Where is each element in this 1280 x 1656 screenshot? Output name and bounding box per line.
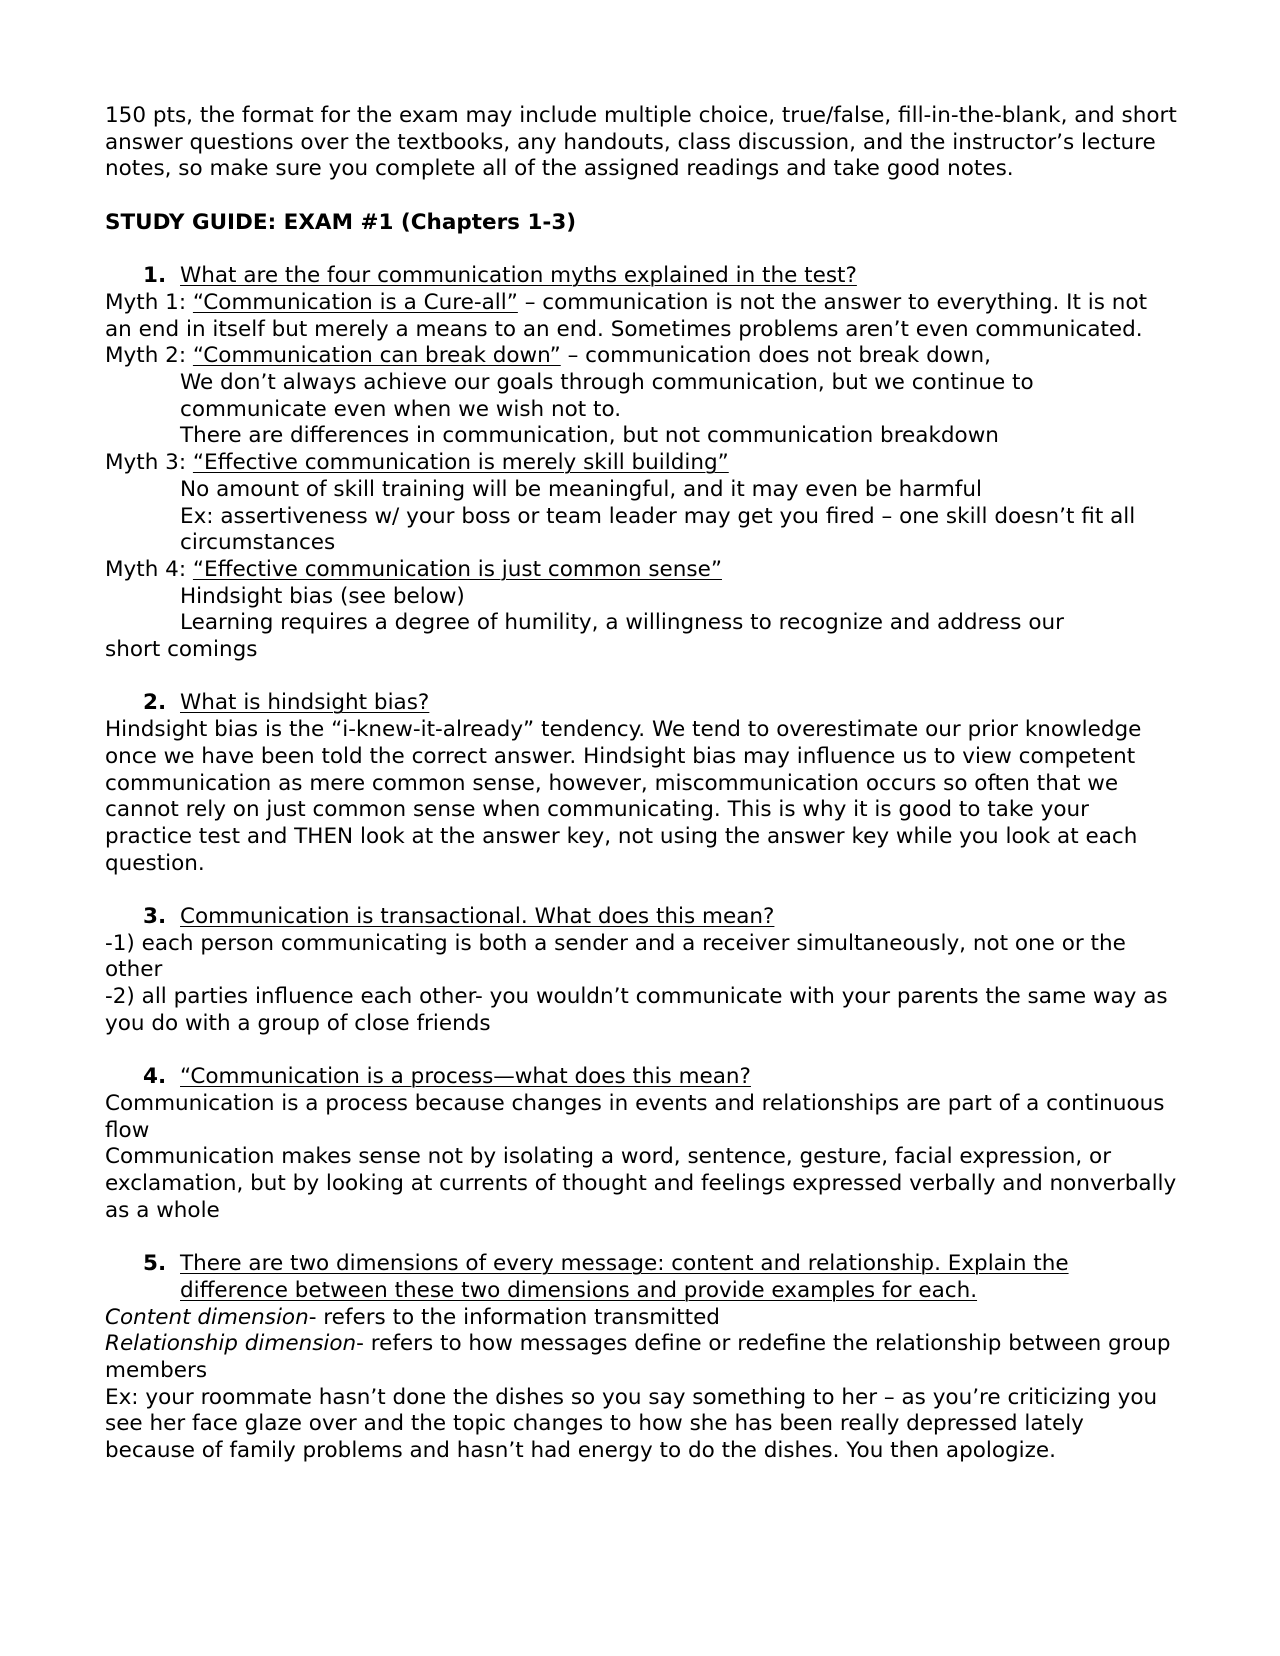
myth-2-detail-1: We don’t always achieve our goals through communication, but we continue to communicate even when we wish not to. (180, 370, 1034, 422)
myth-1 (105, 290, 1180, 343)
study-guide-heading: STUDY GUIDE: EXAM #1 (Chapters 1-3) (105, 209, 577, 235)
answer-point-1: -1) each person communicating is both a sender and a receiver simultaneously, not one or the other (105, 930, 1126, 983)
spacer (105, 237, 1180, 264)
document-page (105, 103, 1180, 1465)
myth-label: Myth 2: (105, 343, 193, 369)
myth-4-detail-1: Hindsight bias (see below) (180, 583, 465, 609)
term: Content dimension (105, 1304, 309, 1330)
question-number: 3. (143, 904, 167, 930)
question-text: What are the four communication myths explained in the test? (180, 263, 857, 289)
question-number: 2. (143, 690, 167, 716)
question-text: Communication is transactional. What does this mean? (180, 904, 775, 930)
spacer (105, 1224, 1180, 1251)
question-1 (105, 263, 1180, 290)
question-text: “Communication is a process—what does this mean? (180, 1064, 751, 1090)
spacer (105, 664, 1180, 691)
definition: - refers to how messages define or redefine the relationship between group members (105, 1331, 1171, 1383)
myth-text: – communication is not the answer to everything. It is not an end in itself but merely a means to an end. Sometimes problems aren’t even communicated. (105, 289, 1147, 342)
myth-4-detail-3: short comings (105, 637, 258, 663)
myth-title: “Communication can break down” (192, 343, 561, 369)
answer-paragraph: Hindsight bias is the “i-knew-it-already” tendency. We tend to overestimate our prior knowledge once we have been told the correct answer. Hindsight bias may influence us to view competent communication as mere common sense, however, miscommunication occurs so often that we cannot rely on just common sense when communicating. This is why it is good to take your practice test and THEN look at the answer key, not using the answer key while you look at each question. (105, 717, 1142, 876)
myth-title: “Communication is a Cure-all” (192, 289, 518, 315)
spacer (105, 1038, 1180, 1065)
myth-3 (105, 450, 1180, 477)
answer-paragraph-1: Communication is a process because changes in events and relationships are part of a continuous flow (105, 1090, 1165, 1143)
myth-label: Myth 3: (105, 450, 193, 476)
myth-text: – communication does not break down, (560, 343, 991, 369)
question-number: 1. (143, 263, 167, 289)
question-2 (105, 690, 1180, 717)
myth-label: Myth 4: (105, 556, 193, 582)
myth-3-detail-1: No amount of skill training will be meaningful, and it may even be harmful (180, 476, 982, 502)
relationship-dimension-definition (105, 1331, 1180, 1384)
question-3 (105, 904, 1180, 931)
myth-2-detail-2: There are differences in communication, but not communication breakdown (180, 423, 999, 449)
myth-label: Myth 1: (105, 289, 193, 315)
example-paragraph: Ex: your roommate hasn’t done the dishes so you say something to her – as you’re criticizing you see her face glaze over and the topic changes to how she has been really depressed lately because of family problems and hasn’t had energy to do the dishes. You then apologize. (105, 1384, 1158, 1464)
spacer (105, 877, 1180, 904)
question-number: 5. (143, 1251, 167, 1277)
myth-title: “Effective communication is just common sense” (192, 556, 722, 582)
question-4 (105, 1064, 1180, 1091)
intro-paragraph: 150 pts, the format for the exam may include multiple choice, true/false, fill-in-the-blank, and short answer questions over the textbooks, any handouts, class discussion, and the instructor’s lecture notes, so make sure you complete all of the assigned readings and take good notes. (105, 103, 1177, 182)
definition: - refers to the information transmitted (308, 1304, 720, 1330)
myth-4-detail-2: Learning requires a degree of humility, a willingness to recognize and address our (180, 610, 1064, 636)
myth-4 (105, 557, 1180, 584)
question-text: There are two dimensions of every message: content and relationship. Explain the difference between these two dimensions and provide examples for each. (180, 1251, 1069, 1303)
question-text: What is hindsight bias? (180, 690, 430, 716)
answer-point-2: -2) all parties influence each other- you wouldn’t communicate with your parents the same way as you do with a group of close friends (105, 984, 1168, 1036)
myth-2 (105, 343, 1180, 370)
answer-paragraph-2: Communication makes sense not by isolating a word, sentence, gesture, facial expression, or exclamation, but by looking at currents of thought and feelings expressed verbally and nonverbally as a whole (105, 1144, 1177, 1223)
term: Relationship dimension (105, 1331, 357, 1357)
myth-title: “Effective communication is merely skill building” (192, 450, 729, 476)
question-5 (105, 1251, 1180, 1304)
spacer (105, 183, 1180, 210)
content-dimension-definition (105, 1305, 1180, 1332)
myth-3-detail-2: Ex: assertiveness w/ your boss or team leader may get you fired – one skill doesn’t fit all circumstances (180, 503, 1136, 556)
question-number: 4. (143, 1064, 167, 1090)
